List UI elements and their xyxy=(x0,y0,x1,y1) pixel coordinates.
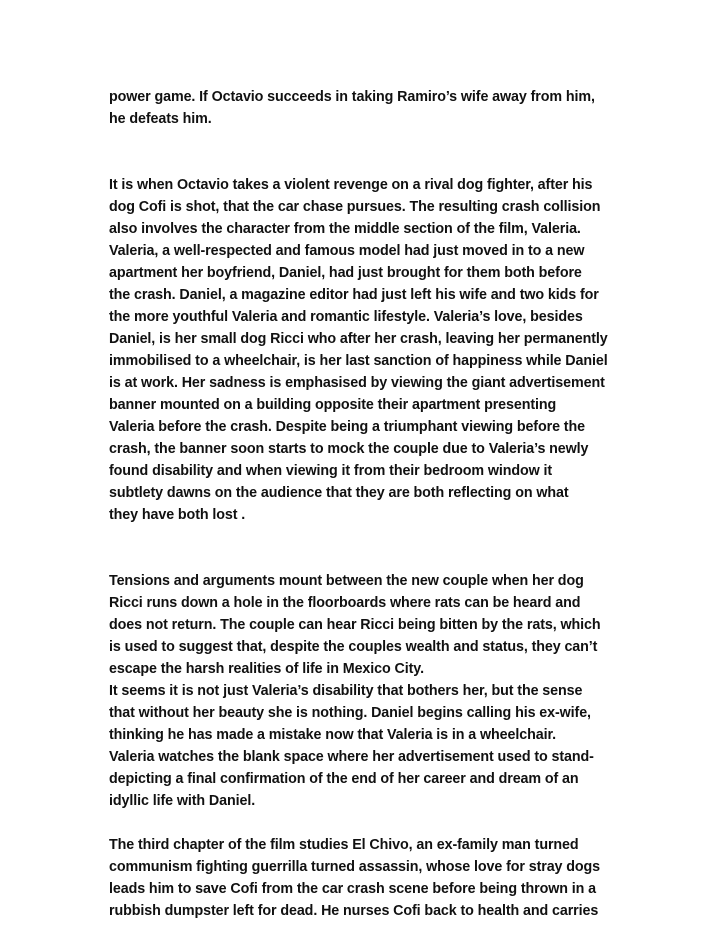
text-line: they have both lost . xyxy=(109,507,246,523)
text-line: escape the harsh realities of life in Mexico City. xyxy=(109,661,424,677)
text-line: Valeria before the crash. Despite being a triumphant viewing before the xyxy=(109,419,585,435)
text-line: the crash. Daniel, a magazine editor had just left his wife and two kids for xyxy=(109,287,599,303)
text-line: The third chapter of the film studies El Chivo, an ex-family man turned xyxy=(109,837,579,853)
text-line: depicting a final confirmation of the end of her career and dream of an xyxy=(109,771,579,787)
text-line: Tensions and arguments mount between the new couple when her dog xyxy=(109,573,584,589)
text-line: It is when Octavio takes a violent revenge on a rival dog fighter, after his xyxy=(109,177,593,193)
text-line: apartment her boyfriend, Daniel, had just brought for them both before xyxy=(109,265,582,281)
paragraph-spacer xyxy=(109,130,619,152)
text-line: immobilised to a wheelchair, is her last sanction of happiness while Daniel xyxy=(109,353,608,369)
text-line: that without her beauty she is nothing. Daniel begins calling his ex-wife, xyxy=(109,705,591,721)
text-line: also involves the character from the middle section of the film, Valeria. xyxy=(109,221,581,237)
text-line: Ricci runs down a hole in the floorboards where rats can be heard and xyxy=(109,595,581,611)
paragraph-spacer xyxy=(109,548,619,570)
text-line: Daniel, is her small dog Ricci who after her crash, leaving her permanently xyxy=(109,331,608,347)
paragraph xyxy=(109,86,619,130)
text-line: communism fighting guerrilla turned assassin, whose love for stray dogs xyxy=(109,859,601,875)
paragraph-spacer xyxy=(109,812,619,834)
paragraph-spacer xyxy=(109,526,619,548)
text-line: found disability and when viewing it from their bedroom window it xyxy=(109,463,553,479)
text-line: leads him to save Cofi from the car crash scene before being thrown in a xyxy=(109,881,596,897)
text-line: is at work. Her sadness is emphasised by viewing the giant advertisement xyxy=(109,375,605,391)
paragraph-spacer xyxy=(109,152,619,174)
text-line: he defeats him. xyxy=(109,111,212,127)
text-line: banner mounted on a building opposite their apartment presenting xyxy=(109,397,557,413)
text-line: Valeria watches the blank space where her advertisement used to stand- xyxy=(109,749,594,765)
text-line: is used to suggest that, despite the couples wealth and status, they can’t xyxy=(109,639,598,655)
paragraph xyxy=(109,834,619,922)
text-line: the more youthful Valeria and romantic lifestyle. Valeria’s love, besides xyxy=(109,309,583,325)
text-line: thinking he has made a mistake now that Valeria is in a wheelchair. xyxy=(109,727,556,743)
text-line: rubbish dumpster left for dead. He nurses Cofi back to health and carries xyxy=(109,903,599,919)
text-line: power game. If Octavio succeeds in taking Ramiro’s wife away from him, xyxy=(109,89,595,105)
document-body xyxy=(109,86,619,922)
paragraph xyxy=(109,570,619,680)
paragraph xyxy=(109,680,619,812)
text-line: idyllic life with Daniel. xyxy=(109,793,256,809)
paragraph xyxy=(109,174,619,526)
text-line: It seems it is not just Valeria’s disability that bothers her, but the sense xyxy=(109,683,583,699)
text-line: Valeria, a well-respected and famous model had just moved in to a new xyxy=(109,243,585,259)
text-line: dog Cofi is shot, that the car chase pursues. The resulting crash collision xyxy=(109,199,601,215)
text-line: crash, the banner soon starts to mock the couple due to Valeria’s newly xyxy=(109,441,589,457)
text-line: does not return. The couple can hear Ricci being bitten by the rats, which xyxy=(109,617,601,633)
text-line: subtlety dawns on the audience that they are both reflecting on what xyxy=(109,485,569,501)
